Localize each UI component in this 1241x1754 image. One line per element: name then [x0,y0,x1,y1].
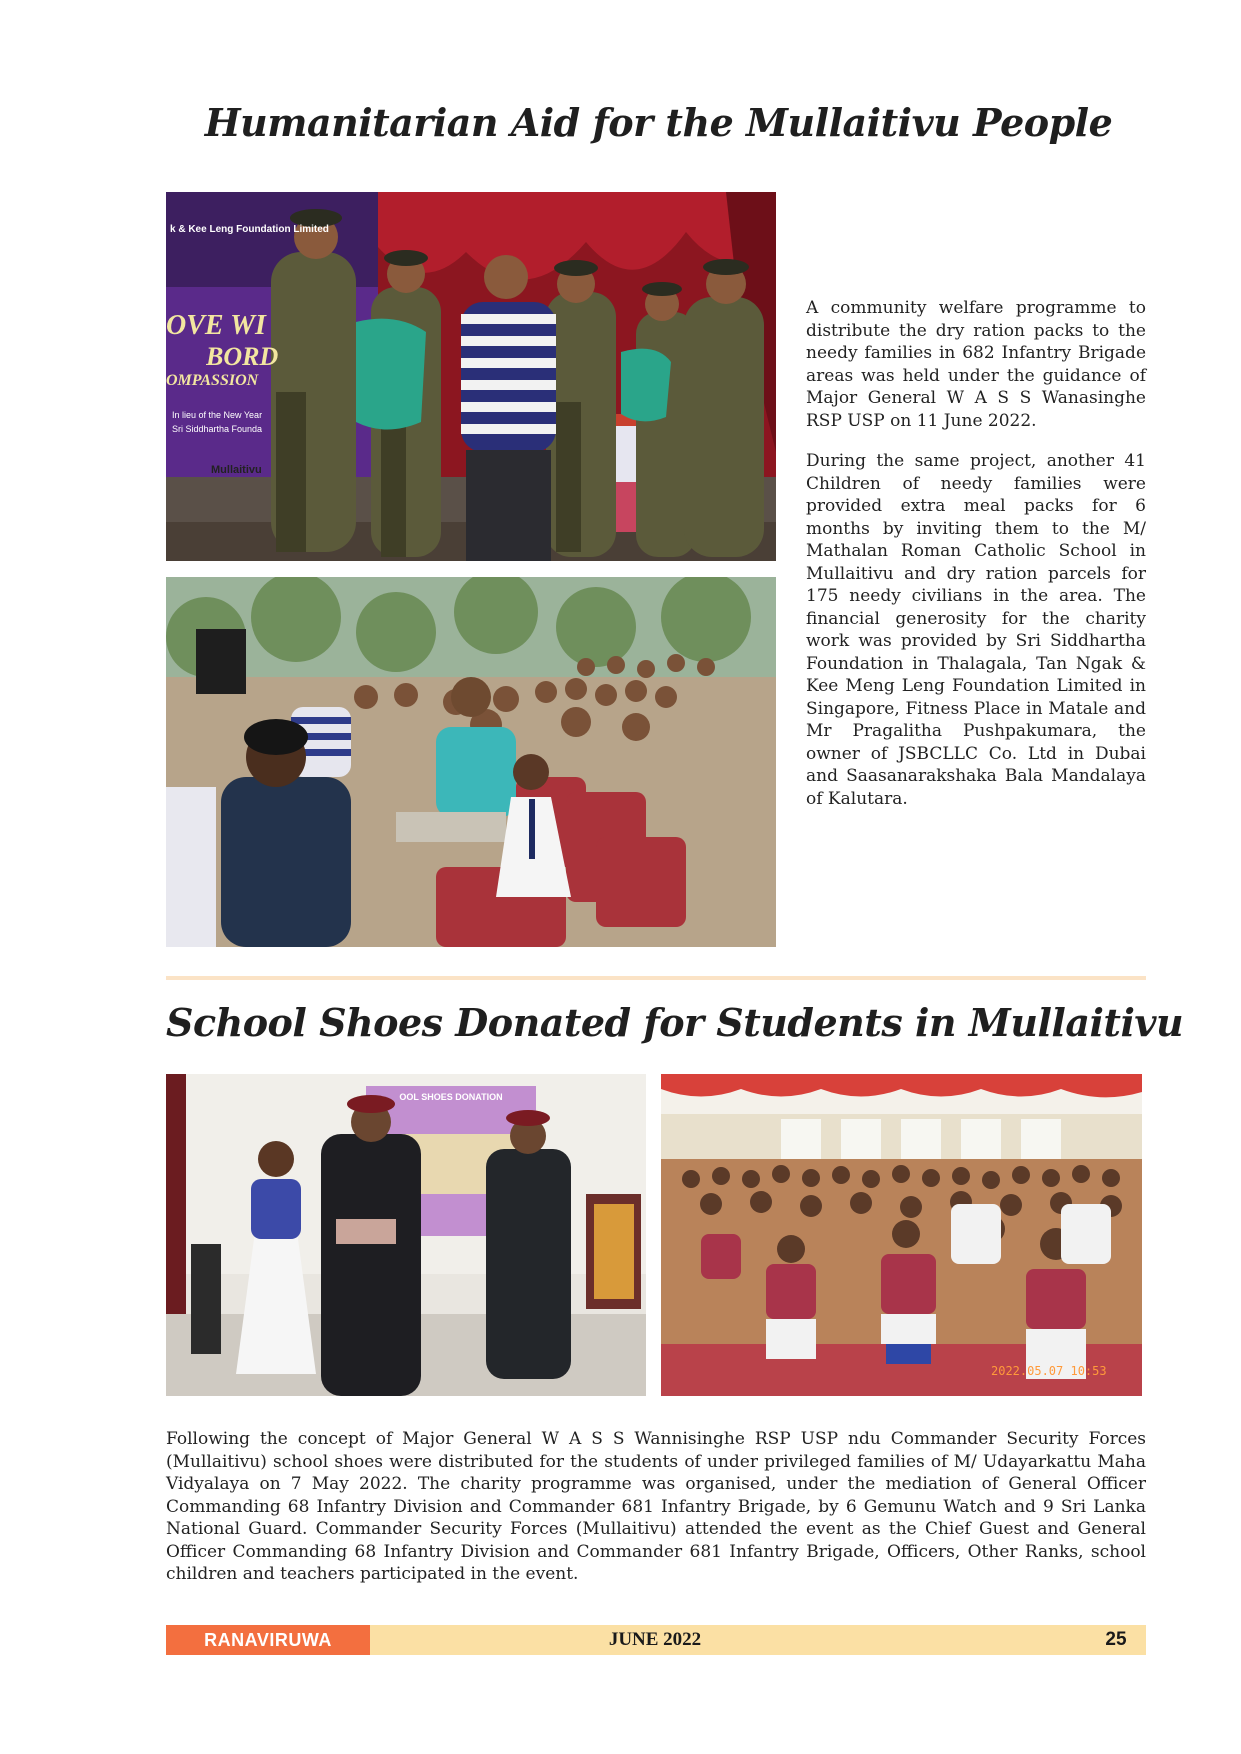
article1-paragraph-2: During the same project, another 41 Children of needy families were provided extra meal packs for 6 months by inviting them to the M/ Mathalan Roman Catholic School in Mullaitivu and dry ration parcels for 175 needy civilians in the area. The financial generosity for the charity work was provided by Sri Siddhartha Foundation in Thalagala, Tan Ngak & Kee Meng Leng Foundation Limited in Singapore, Fitness Place in Matale and Mr Pragalitha Pushpakumara, the owner of JSBCLLC Co. Ltd in Dubai and Saasanarakshaka Bala Mandalaya of Kalutara. [806,451,1146,809]
page-number: 25 [1105,1629,1127,1650]
footer-brand: RANAVIRUWA [166,1625,370,1655]
footer-date: JUNE 2022 [608,1629,702,1650]
banner-text: OMPASSION [166,372,259,389]
photo-shoe-handover [166,1074,646,1396]
banner-text: OOL SHOES DONATION [399,1092,503,1102]
banner-text: k & Kee Leng Foundation Limited [170,224,329,235]
banner-text: Mullaitivu [211,464,262,476]
section-divider [166,976,1146,980]
banner-text: BORD [206,342,279,371]
banner-text: Sri Siddhartha Founda [172,424,263,434]
photo-seated-audience [166,577,776,947]
article2-title: School Shoes Donated for Students in Mullaitivu [166,1000,1184,1045]
photo-students-hall [661,1074,1142,1396]
article1-title: Humanitarian Aid for the Mullaitivu People [204,100,1113,145]
banner-text: In lieu of the New Year [172,410,263,420]
article2-body: Following the concept of Major General W A S S Wannisinghe RSP USP ndu Commander Security Forces (Mullaitivu) school shoes were distributed for the students of under privileged families of M/ Udayarkattu Maha Vidyalaya on 7 May 2022. The charity programme was organised, under the mediation of General Officer Commanding 68 Infantry Division and Commander 681 Infantry Brigade, by 6 Gemunu Watch and 9 Sri Lanka National Guard. Commander Security Forces (Mullaitivu) attended the event as the Chief Guest and General Officer Commanding 68 Infantry Division and Commander 681 Infantry Brigade, Officers, Other Ranks, school children and teachers participated in the event. [166,1429,1146,1584]
photo-ration-handover [166,192,776,561]
article1-body [806,297,1146,828]
article1-paragraph-1: A community welfare programme to distribute the dry ration packs to the needy families in 682 Infantry Brigade areas was held under the guidance of Major General W A S S Wanasinghe RSP USP on 11 June 2022. [806,298,1146,431]
banner-text: OVE WI [166,310,266,341]
photo-timestamp: 2022.05.07 10:53 [991,1364,1107,1378]
